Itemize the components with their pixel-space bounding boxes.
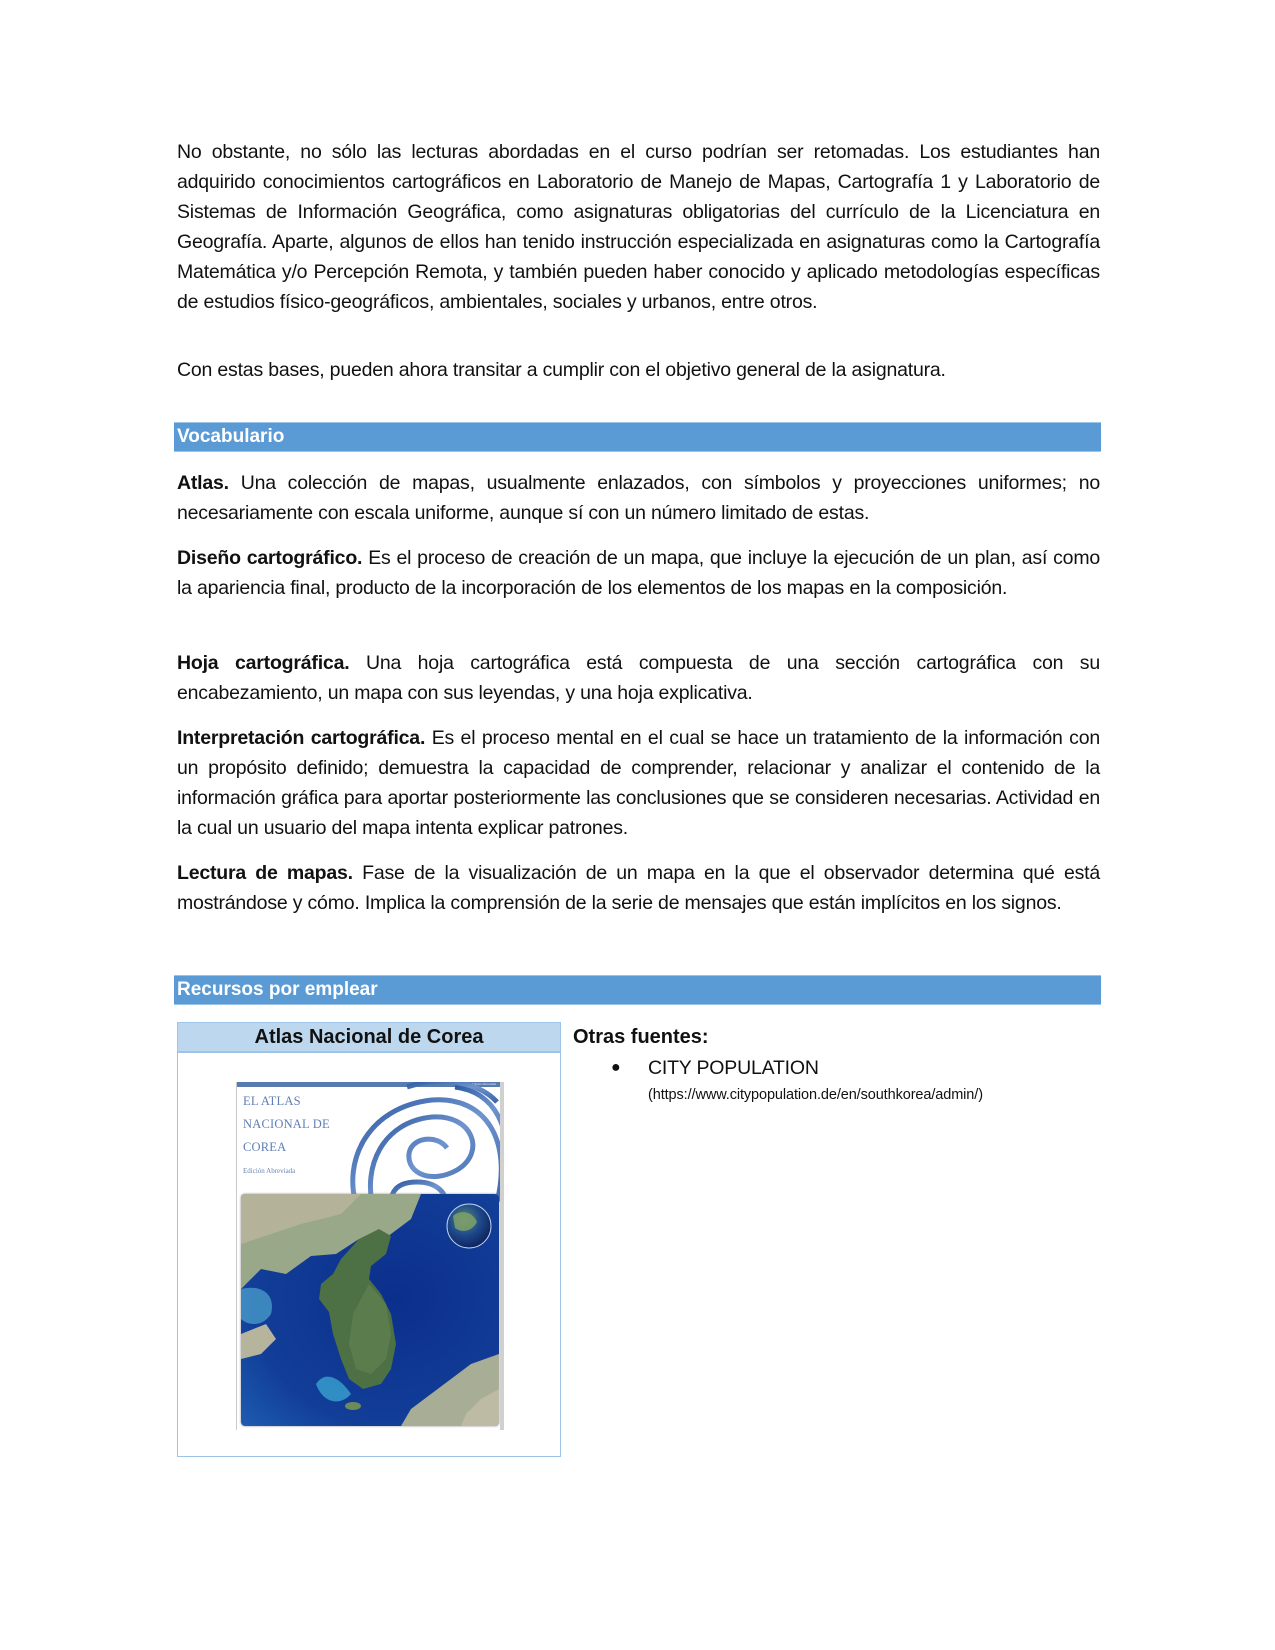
intro-paragraph-2: Con estas bases, pueden ahora transitar a cumplir con el objetivo general de la asignatura. xyxy=(177,359,946,381)
cover-title-line-3: COREA xyxy=(243,1140,287,1154)
vocab-definition: Fase de la visualización de un mapa en la que el observador determina qué está mostrándose y cómo. Implica la comprensión de la serie de mensajes que están implícitos en los signos. xyxy=(177,862,1100,914)
section-header-vocabulario xyxy=(174,422,1101,452)
korea-satellite-map xyxy=(241,1194,499,1426)
cover-swirl-logo xyxy=(337,1082,504,1202)
cover-title-line-1: EL ATLAS xyxy=(243,1094,301,1108)
vocab-definition: Una colección de mapas, usualmente enlazados, con símbolos y proyecciones uniformes; no necesariamente con escala uniforme, aunque sí con un número limitado de estas. xyxy=(177,472,1100,524)
vocab-term: Hoja cartográfica. xyxy=(177,652,350,674)
vocab-definition: Es el proceso mental en el cual se hace un tratamiento de la información con un propósito definido; demuestra la capacidad de comprender, relacionar y analizar el contenido de la información gráfica para aportar posteriormente las conclusiones que se consideren necesarias. Actividad en la cual un usuario del mapa intenta explicar patrones. xyxy=(177,727,1100,839)
vocab-term: Interpretación cartográfica. xyxy=(177,727,426,749)
intro-paragraph-1: No obstante, no sólo las lecturas abordadas en el curso podrían ser retomadas. Los estudiantes han adquirido conocimientos cartográficos en Laboratorio de Manejo de Mapas, Cartografía 1 y Laboratorio de Sistemas de Información Geográfica, como asignaturas obligatorias del currículo de la Licenciatura en Geografía. Aparte, algunos de ellos han tenido instrucción especializada en asignaturas como la Cartografía Matemática y/o Percepción Remota, y también pueden haber conocido y aplicado metodologías específicas de estudios físico-geográficos, ambientales, sociales y urbanos, entre otros. xyxy=(177,141,1100,313)
source-url-city-population[interactable]: (https://www.citypopulation.de/en/southkorea/admin/) xyxy=(648,1087,983,1103)
vocab-entry-interpretacion xyxy=(177,723,1100,843)
vocab-term: Diseño cartográfico. xyxy=(177,547,363,569)
atlas-box-title: Atlas Nacional de Corea xyxy=(178,1023,560,1053)
section-title: Vocabulario xyxy=(177,426,285,447)
vocab-term: Atlas. xyxy=(177,472,229,494)
vocab-entry-diseno xyxy=(177,543,1100,603)
vocab-definition: Es el proceso de creación de un mapa, que incluye la ejecución de un plan, así como la apariencia final, producto de la incorporación de los elementos de los mapas en la composición. xyxy=(177,547,1101,599)
vocab-definition: Una hoja cartográfica está compuesta de una sección cartográfica con su encabezamiento, un mapa con sus leyendas, y una hoja explicativa. xyxy=(177,652,1101,704)
cover-subtitle: Edición Abreviada xyxy=(243,1167,296,1175)
vocab-entry-atlas xyxy=(177,468,1100,528)
vocab-entry-lectura xyxy=(177,858,1100,918)
cover-strip-text: Edición Abreviada xyxy=(471,1082,496,1086)
section-header-recursos xyxy=(174,975,1101,1005)
cover-title-line-2: NACIONAL DE xyxy=(243,1117,330,1131)
bullet-icon: ● xyxy=(611,1059,621,1076)
atlas-cover-image xyxy=(236,1082,504,1430)
other-sources-title: Otras fuentes: xyxy=(573,1026,709,1048)
section-title: Recursos por emplear xyxy=(177,979,378,1000)
atlas-resource-box xyxy=(177,1022,561,1457)
vocab-term: Lectura de mapas. xyxy=(177,862,353,884)
source-name-city-population: CITY POPULATION xyxy=(648,1057,819,1079)
vocab-entry-hoja xyxy=(177,648,1100,708)
